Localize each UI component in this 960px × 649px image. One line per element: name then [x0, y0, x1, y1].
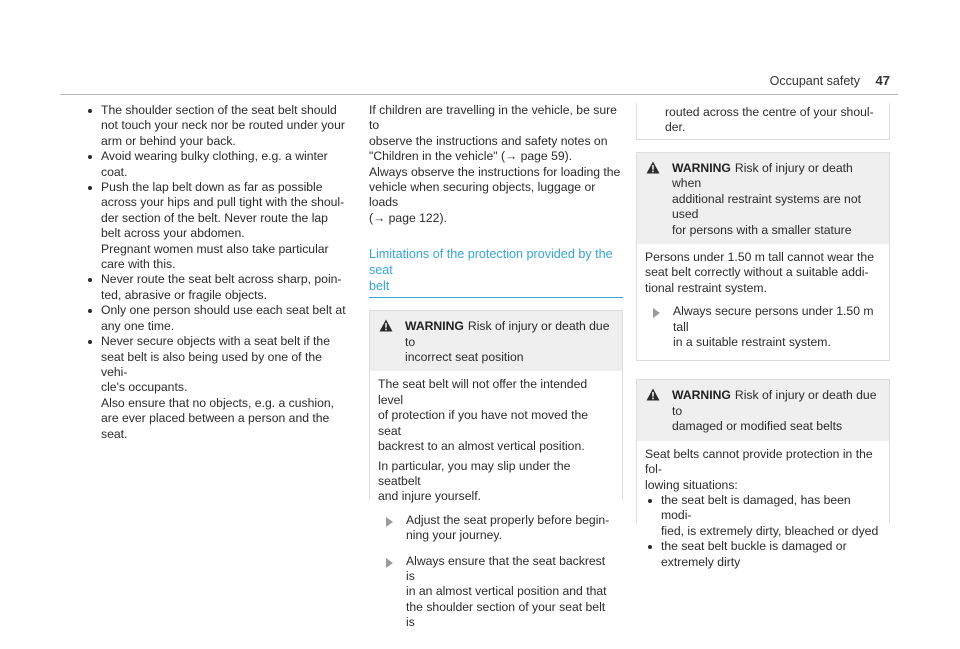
list-item: the seat belt buckle is damaged or extremely dirty	[647, 539, 881, 570]
page-reference-link[interactable]: "Children in the vehicle" (→ page 59).	[369, 149, 573, 164]
list-item: Never secure objects with a seat belt if the seat belt is also being used by one of the vehi- cle's occupants. Also ensure that no objects, e.g. a cushion, are ever placed between a person and the seat.	[87, 334, 349, 442]
column-middle	[369, 103, 623, 630]
warning-header: WARNING Risk of injury or death due to incorrect seat position	[370, 311, 622, 371]
warning-label: WARNING	[405, 319, 464, 334]
warning-box	[636, 379, 890, 569]
header-rule	[60, 94, 898, 95]
section-heading: Limitations of the protection provided by the seat belt	[369, 246, 623, 298]
list-item: The shoulder section of the seat belt should not touch your neck nor be routed under your arm or behind your back.	[87, 103, 349, 149]
warning-label: WARNING	[672, 388, 731, 403]
arrow-right-icon	[386, 517, 393, 527]
list-item-note: Pregnant women must also take particular care with this.	[101, 241, 329, 272]
warning-body: Persons under 1.50 m tall cannot wear the seat belt correctly without a suitable addi- tional restraint system. Always secure persons under 1.50 m tall in a suitable restraint system.	[637, 244, 889, 360]
warning-triangle-icon	[379, 319, 393, 332]
bullet-list	[87, 103, 349, 442]
loading-paragraph: Always observe the instructions for loading the vehicle when securing objects, luggage or loads (→ page 122).	[369, 165, 623, 227]
arrow-right-icon	[653, 308, 660, 318]
warning-triangle-icon	[646, 161, 660, 174]
warning-box	[636, 152, 890, 361]
warning-body: Seat belts cannot provide protection in the fol- lowing situations: the seat belt is damaged, has been modi- fied, is extremely dirty, bleached or dyed the seat belt buckle is damaged or extremely dirty	[637, 441, 889, 578]
column-right	[636, 103, 890, 569]
intro-paragraph: If children are travelling in the vehicle, be sure to observe the instructions and safety notes on "Children in the vehicle" (→ page 59).	[369, 103, 623, 165]
page-number: 47	[875, 73, 890, 88]
list-item: Push the lap belt down as far as possible across your hips and pull tight with the shoul- der section of the belt. Never route the lap belt across your abdomen. Pregnant women must also take particular care with this.	[87, 180, 349, 272]
column-left	[87, 103, 349, 442]
arrow-right-icon	[386, 558, 393, 568]
page-reference-link[interactable]: (→ page 122).	[369, 210, 447, 225]
warning-label: WARNING	[672, 161, 731, 175]
warning-header: WARNING Risk of injury or death due to damaged or modified seat belts	[637, 380, 889, 440]
list-item: Only one person should use each seat belt at any one time.	[87, 303, 349, 334]
list-item: Never route the seat belt across sharp, poin- ted, abrasive or fragile objects.	[87, 272, 349, 303]
instruction-step: Always secure persons under 1.50 m tall in a suitable restraint system.	[645, 304, 881, 350]
warning-body: The seat belt will not offer the intended level of protection if you have not moved the seat backrest to an almost vertical position. In particular, you may slip under the seatbelt and injure yourself. Adjust the seat properly before begin- ning your journey. Always ensure that the seat backrest is in an almost vertical position and that the shoulder section of your seat belt is	[370, 371, 622, 648]
instruction-step: Adjust the seat properly before begin- ning your journey.	[378, 513, 614, 544]
instruction-step: Always ensure that the seat backrest is in an almost vertical position and that the shoulder section of your seat belt is	[378, 554, 614, 631]
list-item: Avoid wearing bulky clothing, e.g. a winter coat.	[87, 149, 349, 180]
warning-continued: routed across the centre of your shoul- der.	[636, 103, 890, 140]
warning-header: WARNING Risk of injury or death when additional restraint systems are not used for persons with a smaller stature	[637, 153, 889, 244]
page-header	[0, 0, 960, 92]
list-item-note: Also ensure that no objects, e.g. a cushion, are ever placed between a person and the seat.	[101, 395, 335, 441]
section-title: Occupant safety	[769, 74, 860, 88]
list-item: the seat belt is damaged, has been modi- fied, is extremely dirty, bleached or dyed	[647, 493, 881, 539]
warning-box	[369, 310, 623, 630]
bullet-list	[647, 493, 881, 570]
warning-triangle-icon	[646, 388, 660, 401]
